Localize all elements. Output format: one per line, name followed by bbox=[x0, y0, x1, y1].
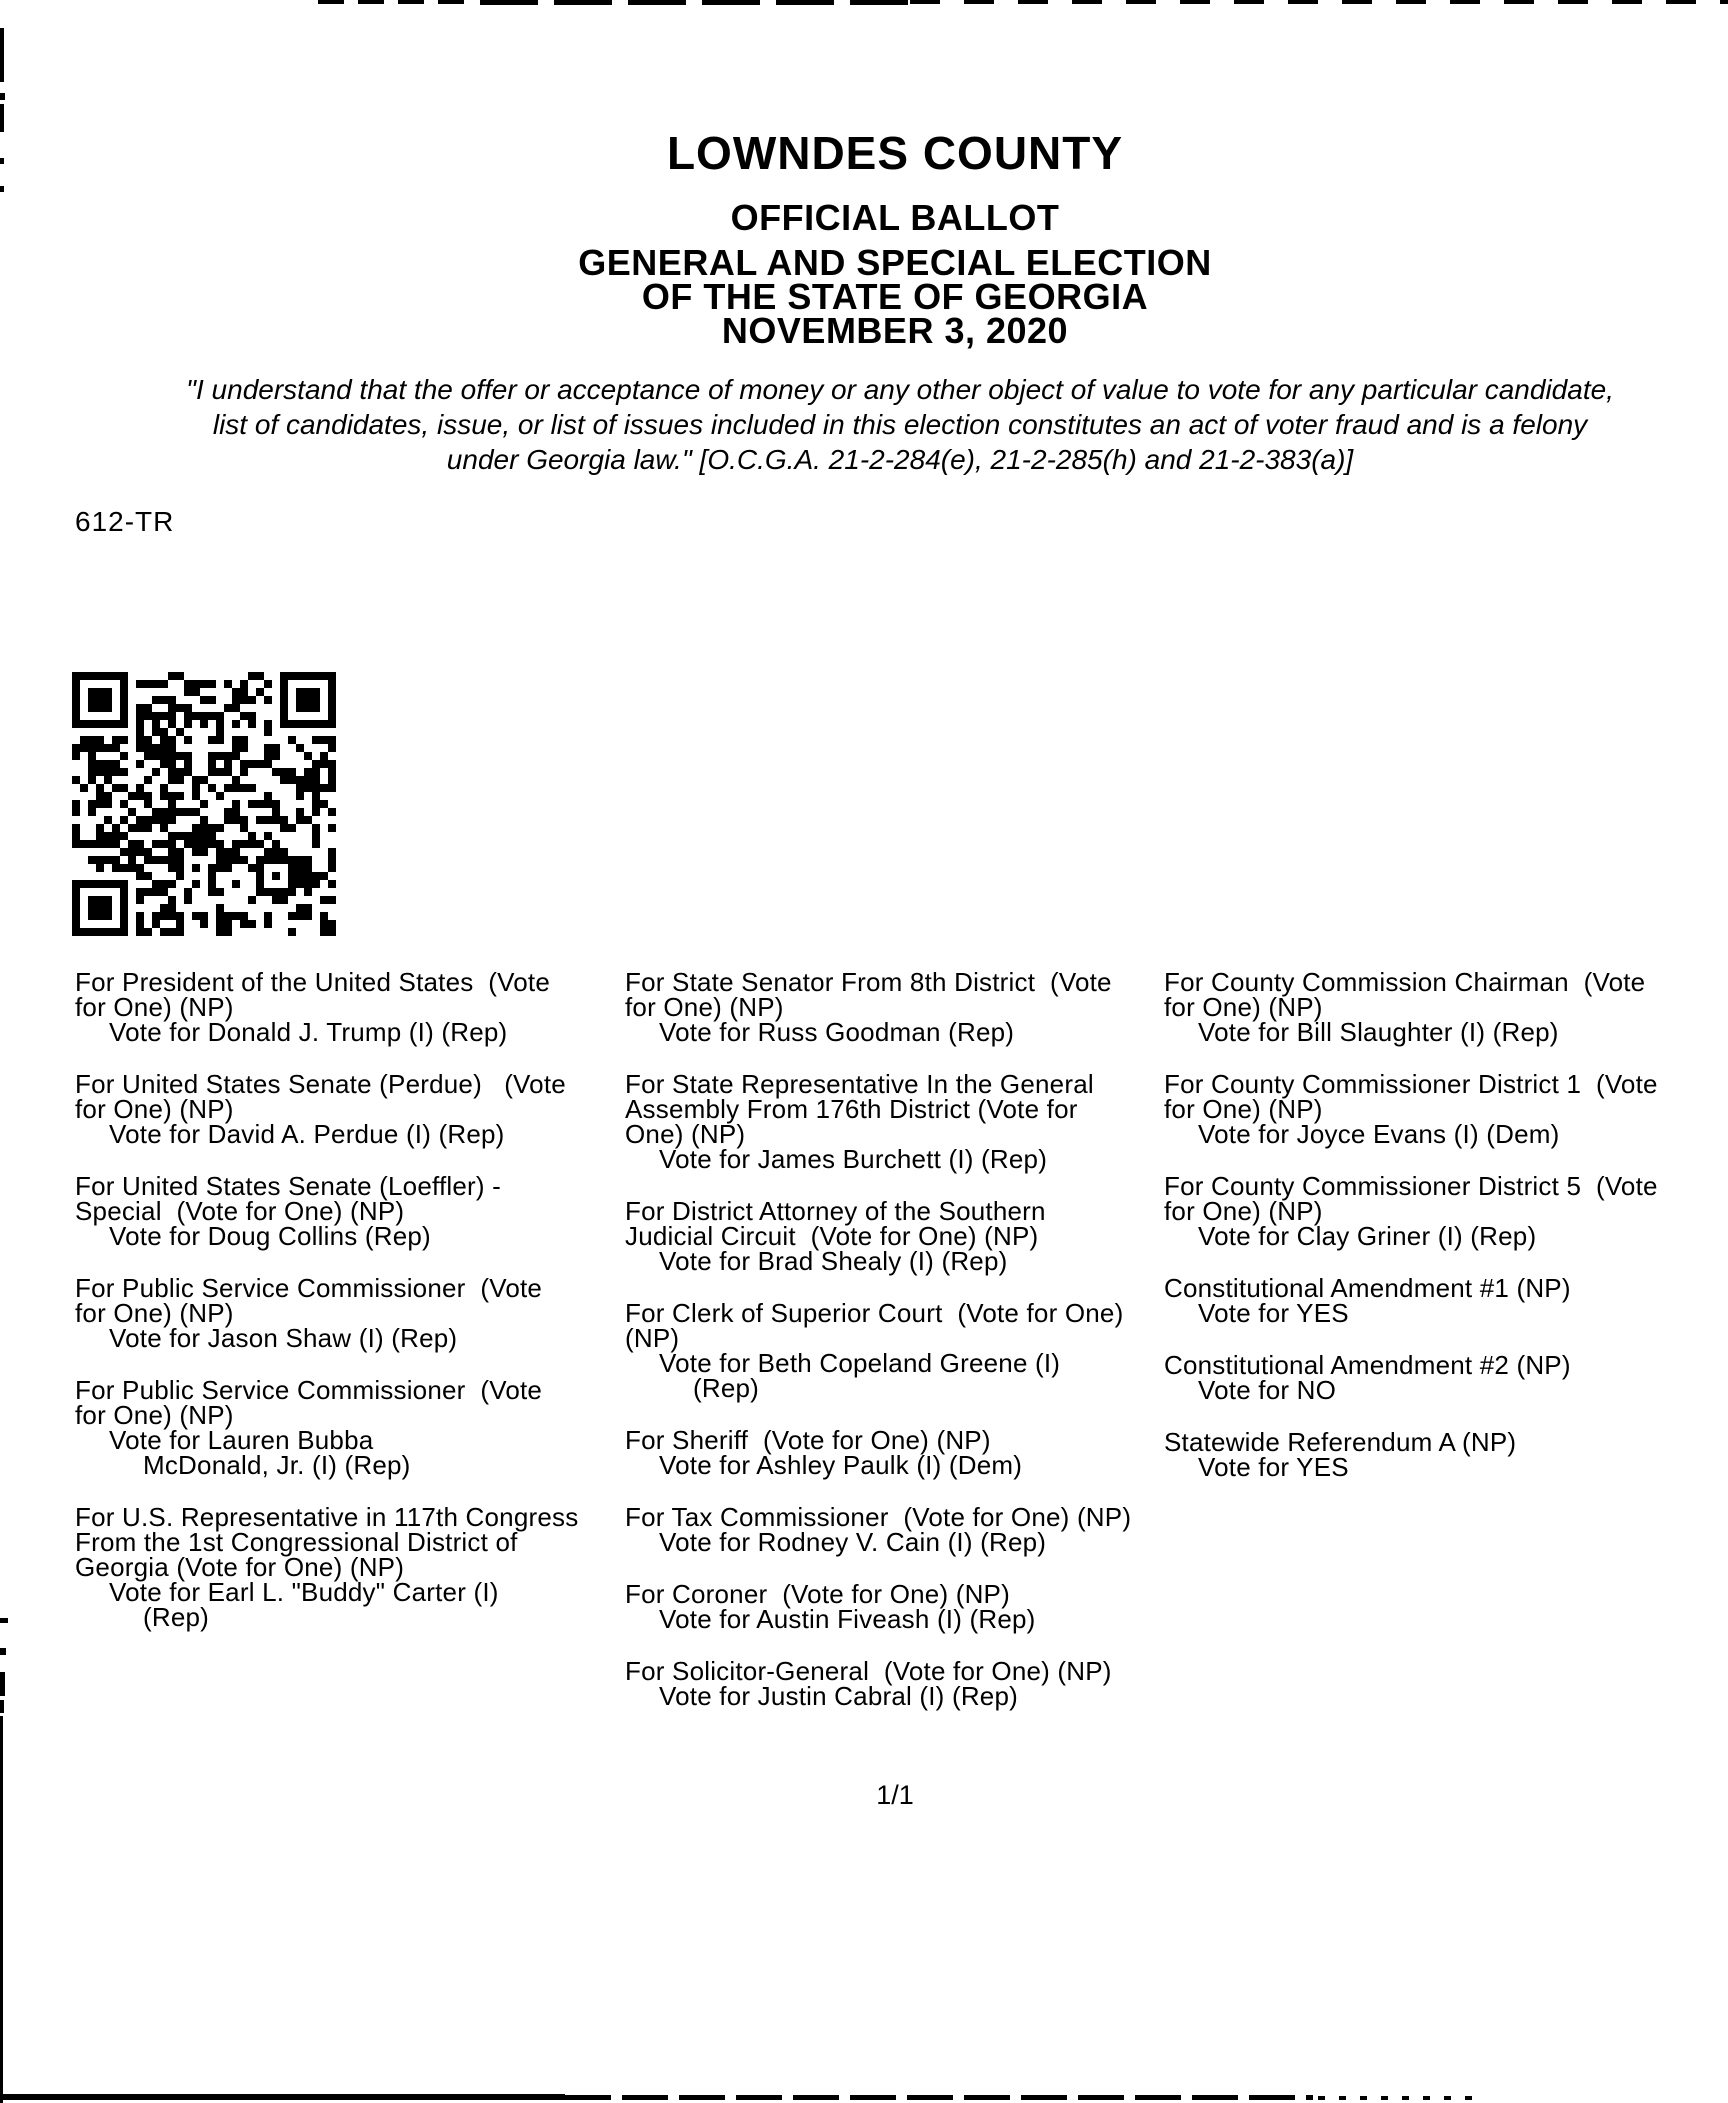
ballot-column-3 bbox=[1164, 967, 1658, 1507]
contest bbox=[625, 1069, 1131, 1174]
office-line: For President of the United States (Vote bbox=[75, 967, 551, 997]
vote-line: Vote for Ashley Paulk (I) (Dem) bbox=[659, 1450, 1023, 1480]
contest bbox=[75, 1069, 578, 1149]
office-line: for One) (NP) bbox=[75, 1094, 234, 1124]
office-line: for One) (NP) bbox=[1164, 1196, 1323, 1226]
scan-artifact bbox=[318, 0, 468, 4]
vote-line: Vote for Lauren Bubba bbox=[109, 1425, 374, 1455]
vote-line: Vote for James Burchett (I) (Rep) bbox=[659, 1144, 1048, 1174]
contest bbox=[625, 1298, 1131, 1403]
office-line: For Solicitor-General (Vote for One) (NP) bbox=[625, 1656, 1112, 1686]
contest bbox=[1164, 1350, 1658, 1405]
scan-artifact bbox=[0, 1716, 3, 2103]
office-line: For Tax Commissioner (Vote for One) (NP) bbox=[625, 1502, 1132, 1532]
office-line: For County Commissioner District 5 (Vote bbox=[1164, 1171, 1658, 1201]
election-title bbox=[0, 242, 1728, 351]
office-line: For Sheriff (Vote for One) (NP) bbox=[625, 1425, 991, 1455]
vote-line: Vote for YES bbox=[1198, 1298, 1349, 1328]
election-title-line-2: OF THE STATE OF GEORGIA bbox=[641, 276, 1149, 317]
office-line: for One) (NP) bbox=[75, 992, 234, 1022]
office-line: Constitutional Amendment #1 (NP) bbox=[1164, 1273, 1571, 1303]
vote-line: Vote for Bill Slaughter (I) (Rep) bbox=[1198, 1017, 1559, 1047]
office-line: For Coroner (Vote for One) (NP) bbox=[625, 1579, 1010, 1609]
scan-artifact bbox=[0, 186, 4, 192]
office-line: for One) (NP) bbox=[1164, 1094, 1323, 1124]
scan-artifact bbox=[910, 0, 1728, 4]
vote-line: Vote for YES bbox=[1198, 1452, 1349, 1482]
office-line: Statewide Referendum A (NP) bbox=[1164, 1427, 1517, 1457]
office-line: For State Representative In the General bbox=[625, 1069, 1094, 1099]
page-number: 1/1 bbox=[876, 1780, 914, 1810]
contest bbox=[75, 1502, 579, 1632]
office-line: From the 1st Congressional District of bbox=[75, 1527, 518, 1557]
vote-line: Vote for Austin Fiveash (I) (Rep) bbox=[659, 1604, 1036, 1634]
office-line: For County Commission Chairman (Vote bbox=[1164, 967, 1646, 997]
qr-code-icon bbox=[72, 672, 336, 936]
vote-line: Vote for NO bbox=[1198, 1375, 1337, 1405]
scan-artifact bbox=[0, 28, 4, 82]
contest bbox=[625, 1196, 1131, 1276]
vote-line: Vote for Russ Goodman (Rep) bbox=[659, 1017, 1015, 1047]
contest bbox=[625, 1656, 1131, 1711]
contest bbox=[75, 967, 578, 1047]
fraud-disclaimer bbox=[0, 372, 1728, 477]
page-title: LOWNDES COUNTY bbox=[666, 127, 1124, 179]
ballot-style-code: 612-TR bbox=[75, 506, 175, 537]
ballot-subtitle: OFFICIAL BALLOT bbox=[730, 197, 1060, 238]
contest bbox=[1164, 1171, 1658, 1251]
contest bbox=[625, 1502, 1132, 1557]
contest bbox=[1164, 1427, 1658, 1482]
office-line: for One) (NP) bbox=[1164, 992, 1323, 1022]
vote-line: Vote for Brad Shealy (I) (Rep) bbox=[659, 1246, 1008, 1276]
office-line: Constitutional Amendment #2 (NP) bbox=[1164, 1350, 1571, 1380]
office-line: For County Commissioner District 1 (Vote bbox=[1164, 1069, 1658, 1099]
office-line: Special (Vote for One) (NP) bbox=[75, 1196, 405, 1226]
contest bbox=[1164, 1273, 1658, 1328]
vote-line: Vote for Doug Collins (Rep) bbox=[109, 1221, 431, 1251]
vote-line: Vote for Joyce Evans (I) (Dem) bbox=[1198, 1119, 1560, 1149]
office-line: For United States Senate (Perdue) (Vote bbox=[75, 1069, 566, 1099]
office-line: For U.S. Representative in 117th Congress bbox=[75, 1502, 579, 1532]
office-line: For Public Service Commissioner (Vote bbox=[75, 1375, 543, 1405]
election-title-line-3: NOVEMBER 3, 2020 bbox=[721, 310, 1069, 351]
fraud-disclaimer-line-1: "I understand that the offer or acceptance of money or any other object of value to vote for any particular candidate, bbox=[186, 374, 1614, 405]
office-line: Judicial Circuit (Vote for One) (NP) bbox=[625, 1221, 1039, 1251]
scan-artifact bbox=[0, 2094, 565, 2100]
scan-artifact bbox=[0, 1672, 5, 1696]
ballot-column-1 bbox=[75, 967, 579, 1657]
contest bbox=[75, 1171, 578, 1251]
scan-artifact bbox=[1318, 2096, 1478, 2100]
contest bbox=[625, 967, 1131, 1047]
vote-line: Vote for Clay Griner (I) (Rep) bbox=[1198, 1221, 1537, 1251]
fraud-disclaimer-line-2: list of candidates, issue, or list of issues included in this election constitutes an act of voter fraud and is a felony bbox=[212, 409, 1588, 440]
office-line: for One) (NP) bbox=[75, 1298, 234, 1328]
office-line: for One) (NP) bbox=[625, 992, 784, 1022]
vote-line: Vote for Earl L. "Buddy" Carter (I) bbox=[109, 1577, 499, 1607]
vote-line: Vote for Beth Copeland Greene (I) bbox=[659, 1348, 1061, 1378]
vote-line: (Rep) bbox=[143, 1602, 210, 1632]
scan-artifact bbox=[0, 1700, 4, 1713]
office-line: For Clerk of Superior Court (Vote for One) bbox=[625, 1298, 1124, 1328]
vote-line: (Rep) bbox=[693, 1373, 760, 1403]
scan-artifact bbox=[0, 1648, 6, 1655]
contest bbox=[75, 1273, 578, 1353]
office-line: For Public Service Commissioner (Vote bbox=[75, 1273, 543, 1303]
office-line: Assembly From 176th District (Vote for bbox=[625, 1094, 1078, 1124]
office-line: For United States Senate (Loeffler) - bbox=[75, 1171, 502, 1201]
vote-line: Vote for David A. Perdue (I) (Rep) bbox=[109, 1119, 505, 1149]
vote-line: Vote for Donald J. Trump (I) (Rep) bbox=[109, 1017, 508, 1047]
contest bbox=[1164, 1069, 1658, 1149]
scan-artifact bbox=[565, 2095, 1313, 2100]
contest bbox=[625, 1579, 1131, 1634]
vote-line: Vote for Jason Shaw (I) (Rep) bbox=[109, 1323, 458, 1353]
fraud-disclaimer-line-3: under Georgia law." [O.C.G.A. 21-2-284(e), 21-2-285(h) and 21-2-383(a)] bbox=[446, 444, 1354, 475]
contest bbox=[75, 1375, 578, 1480]
scan-artifact bbox=[480, 0, 910, 5]
ballot-column-2 bbox=[625, 967, 1132, 1736]
office-line: (NP) bbox=[625, 1323, 680, 1353]
contest bbox=[625, 1425, 1131, 1480]
office-line: Georgia (Vote for One) (NP) bbox=[75, 1552, 405, 1582]
vote-line: Vote for Rodney V. Cain (I) (Rep) bbox=[659, 1527, 1047, 1557]
scan-artifact bbox=[0, 1618, 8, 1623]
qr-code-image bbox=[72, 672, 336, 936]
office-line: One) (NP) bbox=[625, 1119, 746, 1149]
office-line: For District Attorney of the Southern bbox=[625, 1196, 1046, 1226]
election-title-line-1: GENERAL AND SPECIAL ELECTION bbox=[578, 242, 1212, 283]
contest bbox=[1164, 967, 1658, 1047]
vote-line: Vote for Justin Cabral (I) (Rep) bbox=[659, 1681, 1018, 1711]
office-line: For State Senator From 8th District (Vote bbox=[625, 967, 1112, 997]
vote-line: McDonald, Jr. (I) (Rep) bbox=[143, 1450, 411, 1480]
office-line: for One) (NP) bbox=[75, 1400, 234, 1430]
scan-artifact bbox=[0, 93, 5, 100]
